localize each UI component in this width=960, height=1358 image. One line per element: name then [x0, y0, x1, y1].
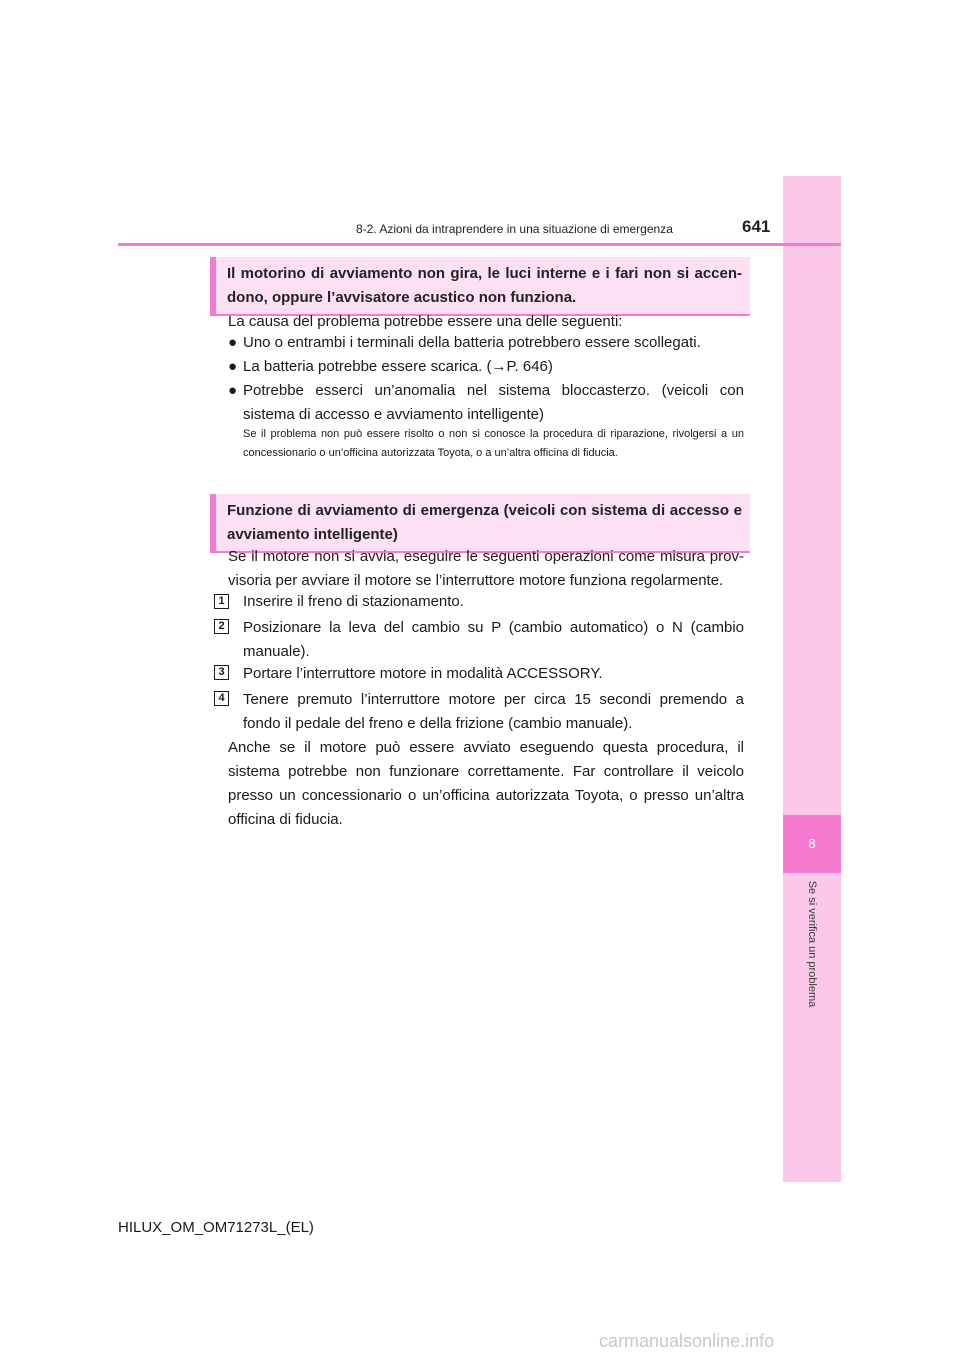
- chapter-label: Se si verifica un problema: [806, 880, 818, 1008]
- section-title: 8-2. Azioni da intraprendere in una situazione di emergenza: [356, 222, 673, 236]
- watermark: carmanualsonline.info: [599, 1331, 775, 1351]
- closing-paragraph: Anche se il motore può essere avviato eseguendo questa procedura, il sistema potrebbe non funzionare correttamente. Far controllare il veicolo presso un concessionario o un’officina autorizzata Toyota, o presso un’altra officina di fiducia.: [228, 739, 744, 828]
- repair-note: Se il problema non può essere risolto o non si conosce la procedura di riparazione, rivolgersi a un concessionario o un’officina autorizzata Toyota, o a un’altra officina di fiducia.: [243, 428, 744, 459]
- document-code: HILUX_OM_OM71273L_(EL): [118, 1219, 314, 1236]
- bullet-icon: ●: [228, 334, 238, 351]
- heading-starter-not-turning: Il motorino di avviamento non gira, le luci interne e i fari non si accen-dono, oppure l’avvisatore acustico non funziona.: [210, 257, 750, 316]
- step-number: 1: [214, 594, 229, 609]
- page-number: 641: [742, 217, 771, 236]
- bullet-icon: ●: [228, 382, 238, 399]
- section2-intro: Se il motore non si avvia, eseguire le seguenti operazioni come misura prov-visoria per avviare il motore se l’interruttore motore funziona regolarmente.: [228, 548, 744, 589]
- header-divider: [118, 243, 841, 246]
- list-item: [228, 355, 744, 379]
- step-text: Posizionare la leva del cambio su P (cambio automatico) o N (cambio manuale).: [243, 619, 744, 660]
- step-number: 2: [214, 619, 229, 634]
- bullet-text: Potrebbe esserci un’anomalia nel sistema bloccasterzo. (veicoli con sistema di accesso e avviamento intelligente): [243, 382, 744, 423]
- chapter-side-tab: [783, 176, 841, 1182]
- step-text: Tenere premuto l’interruttore motore per circa 15 secondi premendo a fondo il pedale del freno e della frizione (cambio manuale).: [243, 691, 744, 732]
- heading-emergency-start: Funzione di avviamento di emergenza (veicoli con sistema di accesso e avviamento intelligente): [210, 494, 750, 553]
- bullet-text: Uno o entrambi i terminali della batteria potrebbero essere scollegati.: [243, 334, 701, 351]
- step-text: Portare l’interruttore motore in modalità ACCESSORY.: [243, 665, 603, 682]
- step-text: Inserire il freno di stazionamento.: [243, 593, 464, 610]
- bullet-text: La batteria potrebbe essere scarica. (→P. 646): [243, 358, 553, 375]
- list-item: [228, 379, 744, 427]
- list-item: [228, 331, 744, 355]
- step-number: 4: [214, 691, 229, 706]
- chapter-number: 8: [783, 815, 841, 873]
- section1-intro: La causa del problema potrebbe essere una delle seguenti:: [228, 313, 623, 330]
- step-number: 3: [214, 665, 229, 680]
- bullet-icon: ●: [228, 358, 238, 375]
